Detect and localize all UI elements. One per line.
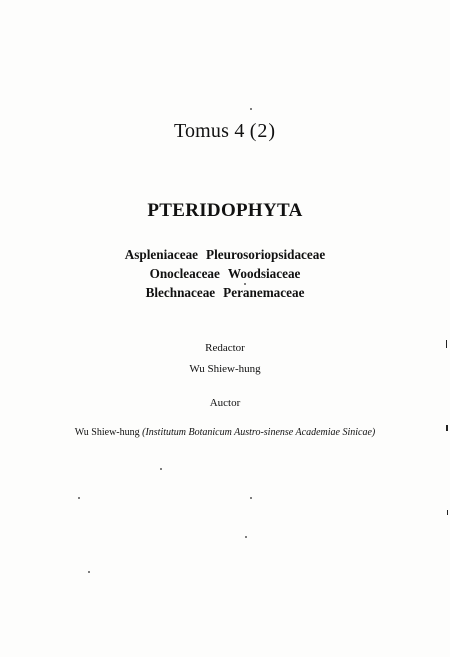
family-name: Woodsiaceae [227, 266, 301, 281]
family-name: Aspleniaceae [124, 247, 199, 262]
family-name: Pleurosoriopsidaceae [206, 247, 326, 262]
auctor-institution: (Institutum Botanicum Austro-sinense Academiae Sinicae) [142, 427, 376, 438]
scan-speck [160, 468, 162, 470]
auctor-credit [0, 427, 450, 438]
redactor-name: Wu Shiew-hung [189, 363, 261, 375]
scan-speck [250, 108, 252, 110]
scan-speck [245, 536, 247, 538]
auctor-name: Wu Shiew-hung [74, 427, 140, 438]
scan-speck [244, 283, 246, 285]
volume-title [0, 120, 450, 143]
volume-part: (2) [249, 120, 277, 142]
volume-number: Tomus 4 [173, 120, 245, 142]
scan-edge-mark [446, 340, 447, 348]
scan-edge-mark [446, 425, 448, 431]
scan-speck [88, 571, 90, 573]
family-line-3 [0, 285, 450, 301]
auctor-label: Auctor [209, 397, 241, 409]
scan-edge-mark [447, 510, 448, 515]
scan-speck [78, 497, 80, 499]
family-name: Blechnaceae [145, 285, 216, 300]
family-name: Onocleaceae [149, 266, 220, 281]
family-name: Peranemaceae [223, 285, 305, 300]
family-line-2 [0, 266, 450, 282]
redactor-label: Redactor [205, 342, 245, 354]
family-line-1 [0, 247, 450, 263]
scan-speck [250, 497, 252, 499]
division-heading: PTERIDOPHYTA [147, 200, 303, 221]
